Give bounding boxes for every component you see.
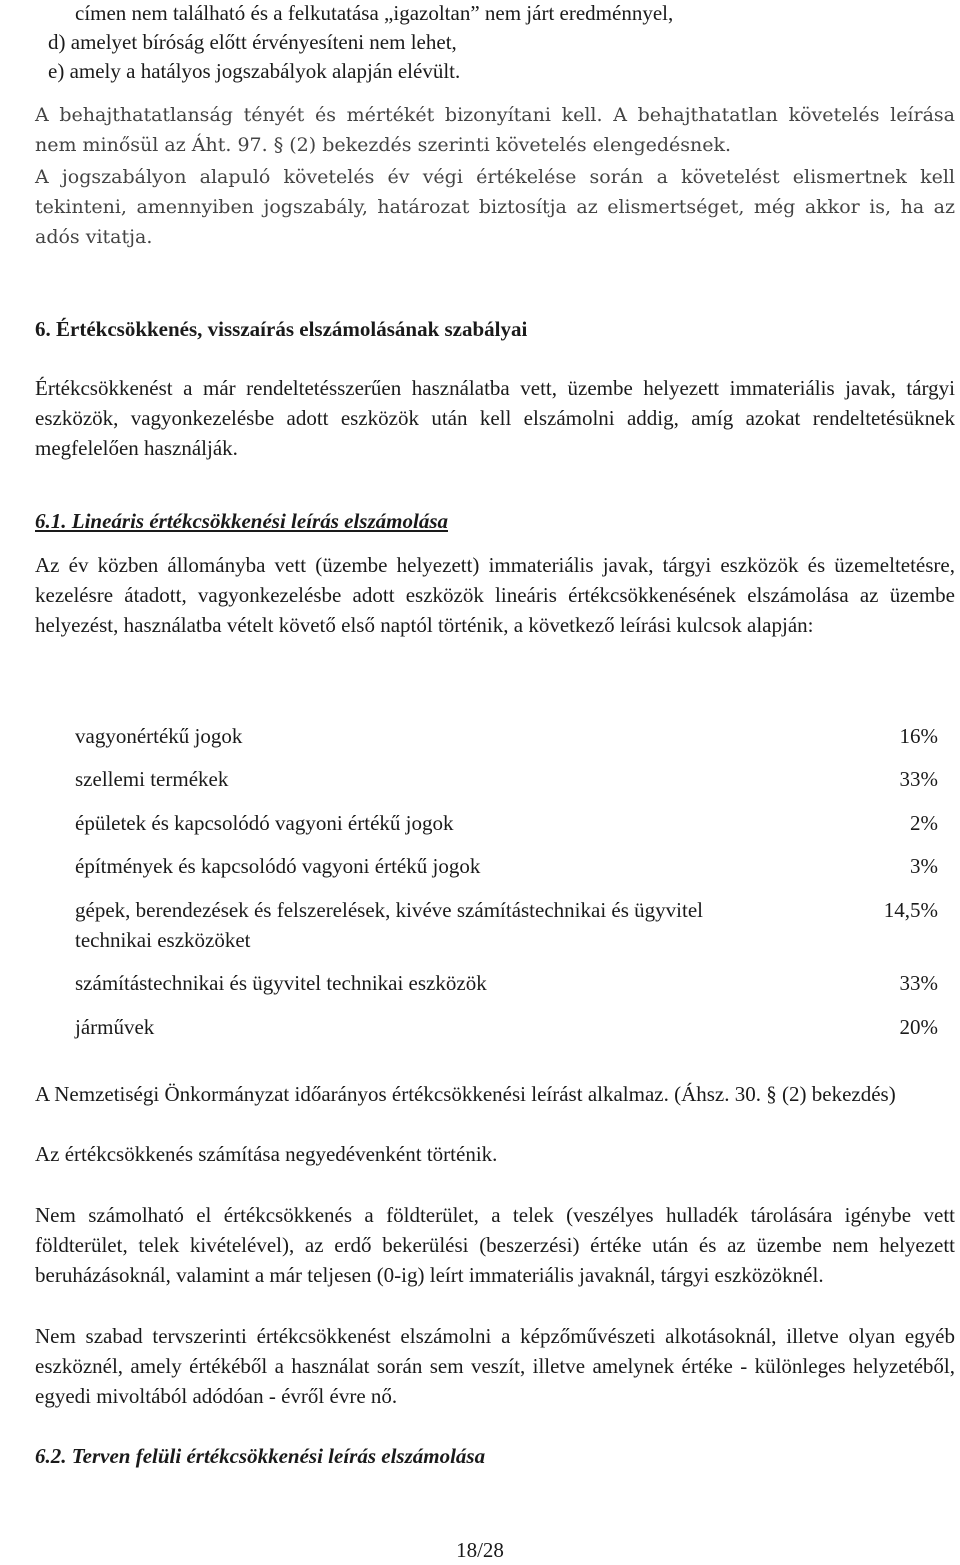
section-6-1-body: Az év közben állományba vett (üzembe helyezett) immateriális javak, tárgyi eszközök és üzemeltetésre, kezelésre átadott, vagyonkezelésbe adott eszközök lineáris értékcsökkenésének elszámolása az üzembe helyezést, használatba vételt követő első naptól történik, a következő leírási kulcsok alapján:: [35, 553, 955, 637]
paragraph-uncollectible: A behajthatatlanság tényét és mértékét bizonyítani kell. A behajthatatlan követelés leírása nem minősül az Áht. 97. § (2) bekezdés szerinti követelés elengedésnek.: [35, 104, 955, 156]
rate-label: számítástechnikai és ügyvitel technikai eszközök: [75, 971, 487, 995]
section-6-2-heading: 6.2. Terven felüli értékcsökkenési leírás elszámolása: [35, 1444, 486, 1468]
paragraph-not-depreciable: Nem számolható el értékcsökkenés a földterület, a telek (veszélyes hulladék tárolására igénybe vett földterület, telek kivételével), az erdő bekerülési (beszerzési) értéke után és az üzembe nem helyezett beruházásoknál, valamint a már teljesen (0-ig) leírt immateriális javaknál, tárgyi eszközöknél.: [35, 1203, 955, 1287]
rate-value: 3%: [910, 854, 938, 878]
rate-value: 16%: [899, 724, 938, 748]
section-6-heading: 6. Értékcsökkenés, visszaírás elszámolásának szabályai: [35, 317, 528, 341]
rate-value: 20%: [899, 1015, 938, 1039]
rate-value: 2%: [910, 811, 938, 835]
rate-label: épületek és kapcsolódó vagyoni értékű jogok: [75, 811, 454, 835]
page-number: 18/28: [456, 1538, 504, 1562]
rate-label: járművek: [75, 1015, 155, 1039]
paragraph-artworks: Nem szabad tervszerinti értékcsökkenést elszámolni a képzőművészeti alkotásoknál, illetve olyan egyéb eszköznél, amely értékéből a használat során sem veszít, illetve amelynek értéke - különleges helyzetéből, egyedi mivoltából adódóan - évről évre nő.: [35, 1324, 955, 1408]
rate-label: vagyonértékű jogok: [75, 724, 243, 748]
rate-value: 14,5%: [883, 898, 938, 922]
rate-label: építmények és kapcsolódó vagyoni értékű jogok: [75, 854, 481, 878]
rate-label: szellemi termékek: [75, 767, 229, 791]
list-item-e: e) amely a hatályos jogszabályok alapján elévült.: [48, 59, 461, 83]
rate-value: 33%: [899, 767, 938, 791]
list-item-d: d) amelyet bíróság előtt érvényesíteni nem lehet,: [48, 30, 457, 54]
paragraph-recognition: A jogszabályon alapuló követelés év végi értékelése során a követelést elismertnek kell tekinteni, amennyiben jogszabály, határozat biztosítja az elismertséget, még akkor is, ha az adós vitatja.: [35, 166, 955, 248]
rate-value: 33%: [899, 971, 938, 995]
rate-label: gépek, berendezések és felszerelések, kivéve számítástechnikai és ügyvitel technikai eszközöket: [75, 898, 703, 952]
intro-line: címen nem található és a felkutatása „igazoltan” nem járt eredménnyel,: [75, 1, 674, 25]
section-6-1-heading: 6.1. Lineáris értékcsökkenési leírás elszámolása: [35, 509, 448, 533]
section-6-body: Értékcsökkenést a már rendeltetésszerűen használatba vett, üzembe helyezett immateriális javak, tárgyi eszközök, vagyonkezelésbe adott eszközök után kell elszámolni addig, amíg azokat rendeltetésüknek megfelelően használják.: [35, 376, 955, 460]
note-time-proportional: A Nemzetiségi Önkormányzat időarányos értékcsökkenési leírást alkalmaz. (Áhsz. 30. § (2) bekezdés): [35, 1082, 896, 1106]
note-quarterly: Az értékcsökkenés számítása negyedévenként történik.: [35, 1142, 498, 1166]
